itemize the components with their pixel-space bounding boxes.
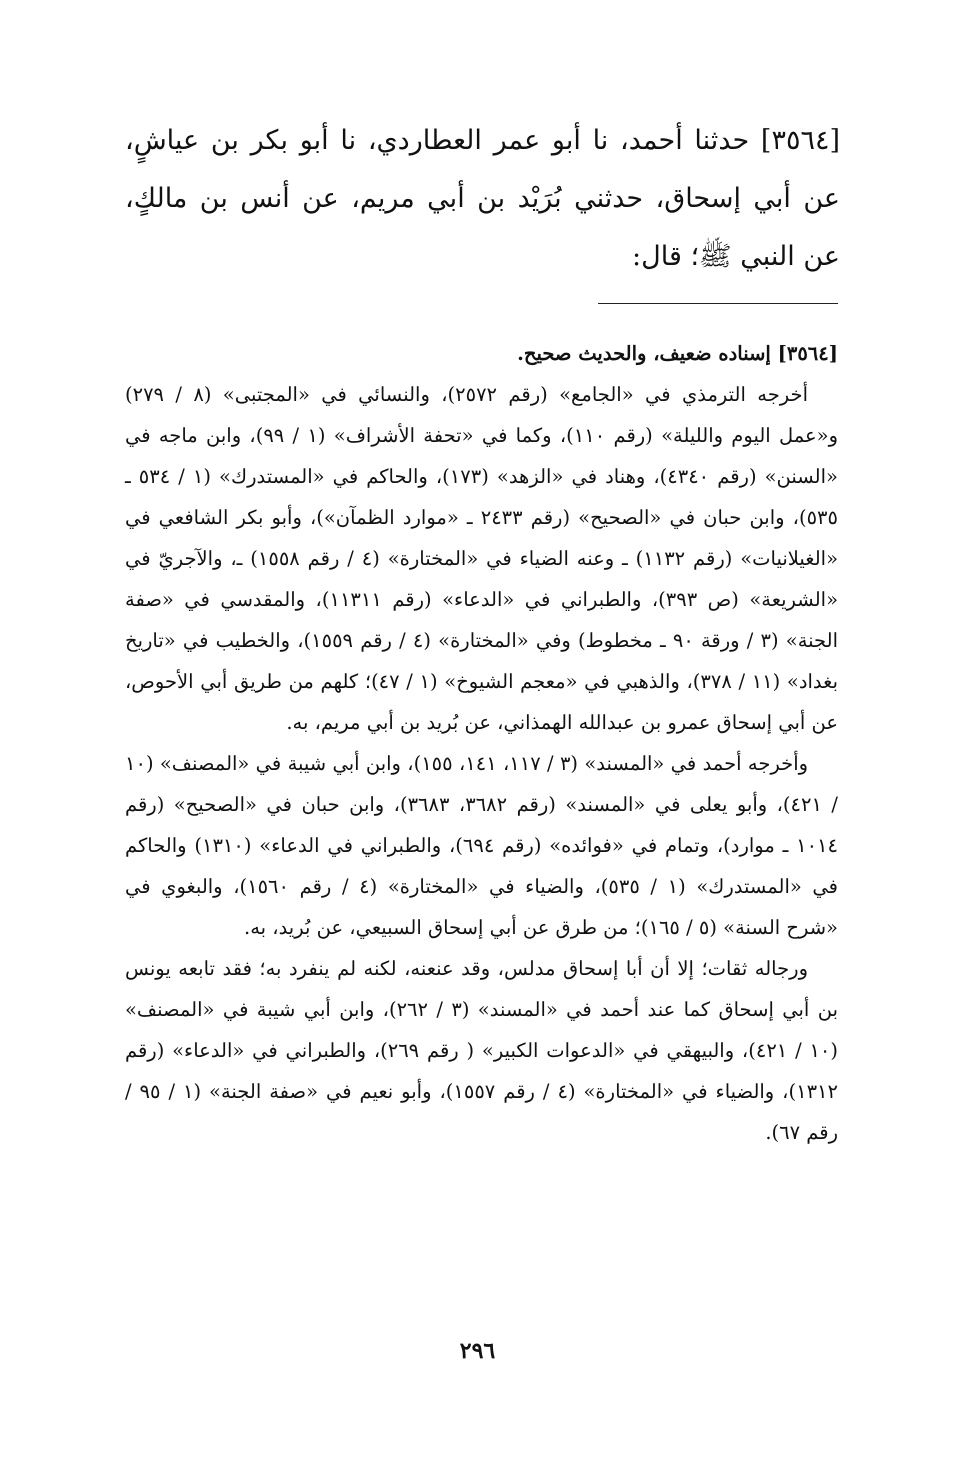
footnote-paragraph: ورجاله ثقات؛ إلا أن أبا إسحاق مدلس، وقد عنعنه، لكنه لم ينفرد به؛ فقد تابعه يونس بن أبي إسحاق كما عند أحمد في «المسند» (٣ / ٢٦٢)، وابن أبي شيبة في «المصنف» (١٠ / ٤٢١)، والبيهقي في «الدعوات الكبير» ( رقم ٢٦٩)، والطبراني في «الدعاء» (رقم ١٣١٢)، والضياء في «المختارة» (٤ / رقم ١٥٥٧)، وأبو نعيم في «صفة الجنة» (١ / ٩٥ / رقم ٦٧). (125, 957, 839, 1144)
footnote-paragraph: أخرجه الترمذي في «الجامع» (رقم ٢٥٧٢)، والنسائي في «المجتبى» (٨ / ٢٧٩) و«عمل اليوم والليلة» (رقم ١١٠)، وكما في «تحفة الأشراف» (١ / ٩٩)، وابن ماجه في «السنن» (رقم ٤٣٤٠)، وهناد في «الزهد» (١٧٣)، والحاكم في «المستدرك» (١ / ٥٣٤ ـ ٥٣٥)، وابن حبان في «الصحيح» (رقم ٢٤٣٣ ـ «موارد الظمآن»)، وأبو بكر الشافعي في «الغيلانيات» (رقم ١١٣٢) ـ وعنه الضياء في «المختارة» (٤ / رقم ١٥٥٨) ـ، والآجريّ في «الشريعة» (ص ٣٩٣)، والطبراني في «الدعاء» (رقم ١١٣١١)، والمقدسي في «صفة الجنة» (٣ / ورقة ٩٠ ـ مخطوط) وفي «المختارة» (٤ / رقم ١٥٥٩)، والخطيب في «تاريخ بغداد» (١١ / ٣٧٨)، والذهبي في «معجم الشيوخ» (١ / ٤٧)؛ كلهم من طريق أبي الأحوص، عن أبي إسحاق عمرو بن عبدالله الهمذاني، عن بُريد بن أبي مريم، به. (125, 383, 839, 734)
footnotes-block (125, 333, 838, 1153)
footnote-paragraph: وأخرجه أحمد في «المسند» (٣ / ١١٧، ١٤١، ١٥٥)، وابن أبي شيبة في «المصنف» (١٠ / ٤٢١)، وأبو يعلى في «المسند» (رقم ٣٦٨٢، ٣٦٨٣)، وابن حبان في «الصحيح» (رقم ١٠١٤ ـ موارد)، وتمام في «فوائده» (رقم ٦٩٤)، والطبراني في الدعاء» (١٣١٠) والحاكم في «المستدرك» (١ / ٥٣٥)، والضياء في «المختارة» (٤ / رقم ١٥٦٠)، والبغوي في «شرح السنة» (٥ / ١٦٥)؛ من طرق عن أبي إسحاق السبيعي، عن بُريد، به. (125, 752, 838, 939)
page-number: ٢٩٦ (459, 1338, 496, 1364)
footnote-heading: [٣٥٦٤] إسناده ضعيف، والحديث صحيح. (517, 342, 838, 365)
hadith-text: [٣٥٦٤] حدثنا أحمد، نا أبو عمر العطاردي، نا أبو بكر بن عياشٍ، عن أبي إسحاق، حدثني بُرَيْد بن أبي مريم، عن أنس بن مالكٍ، عن النبي ﷺ؛ قال: (125, 125, 840, 272)
footnote-divider (598, 303, 838, 304)
hadith-text-block (125, 112, 840, 286)
